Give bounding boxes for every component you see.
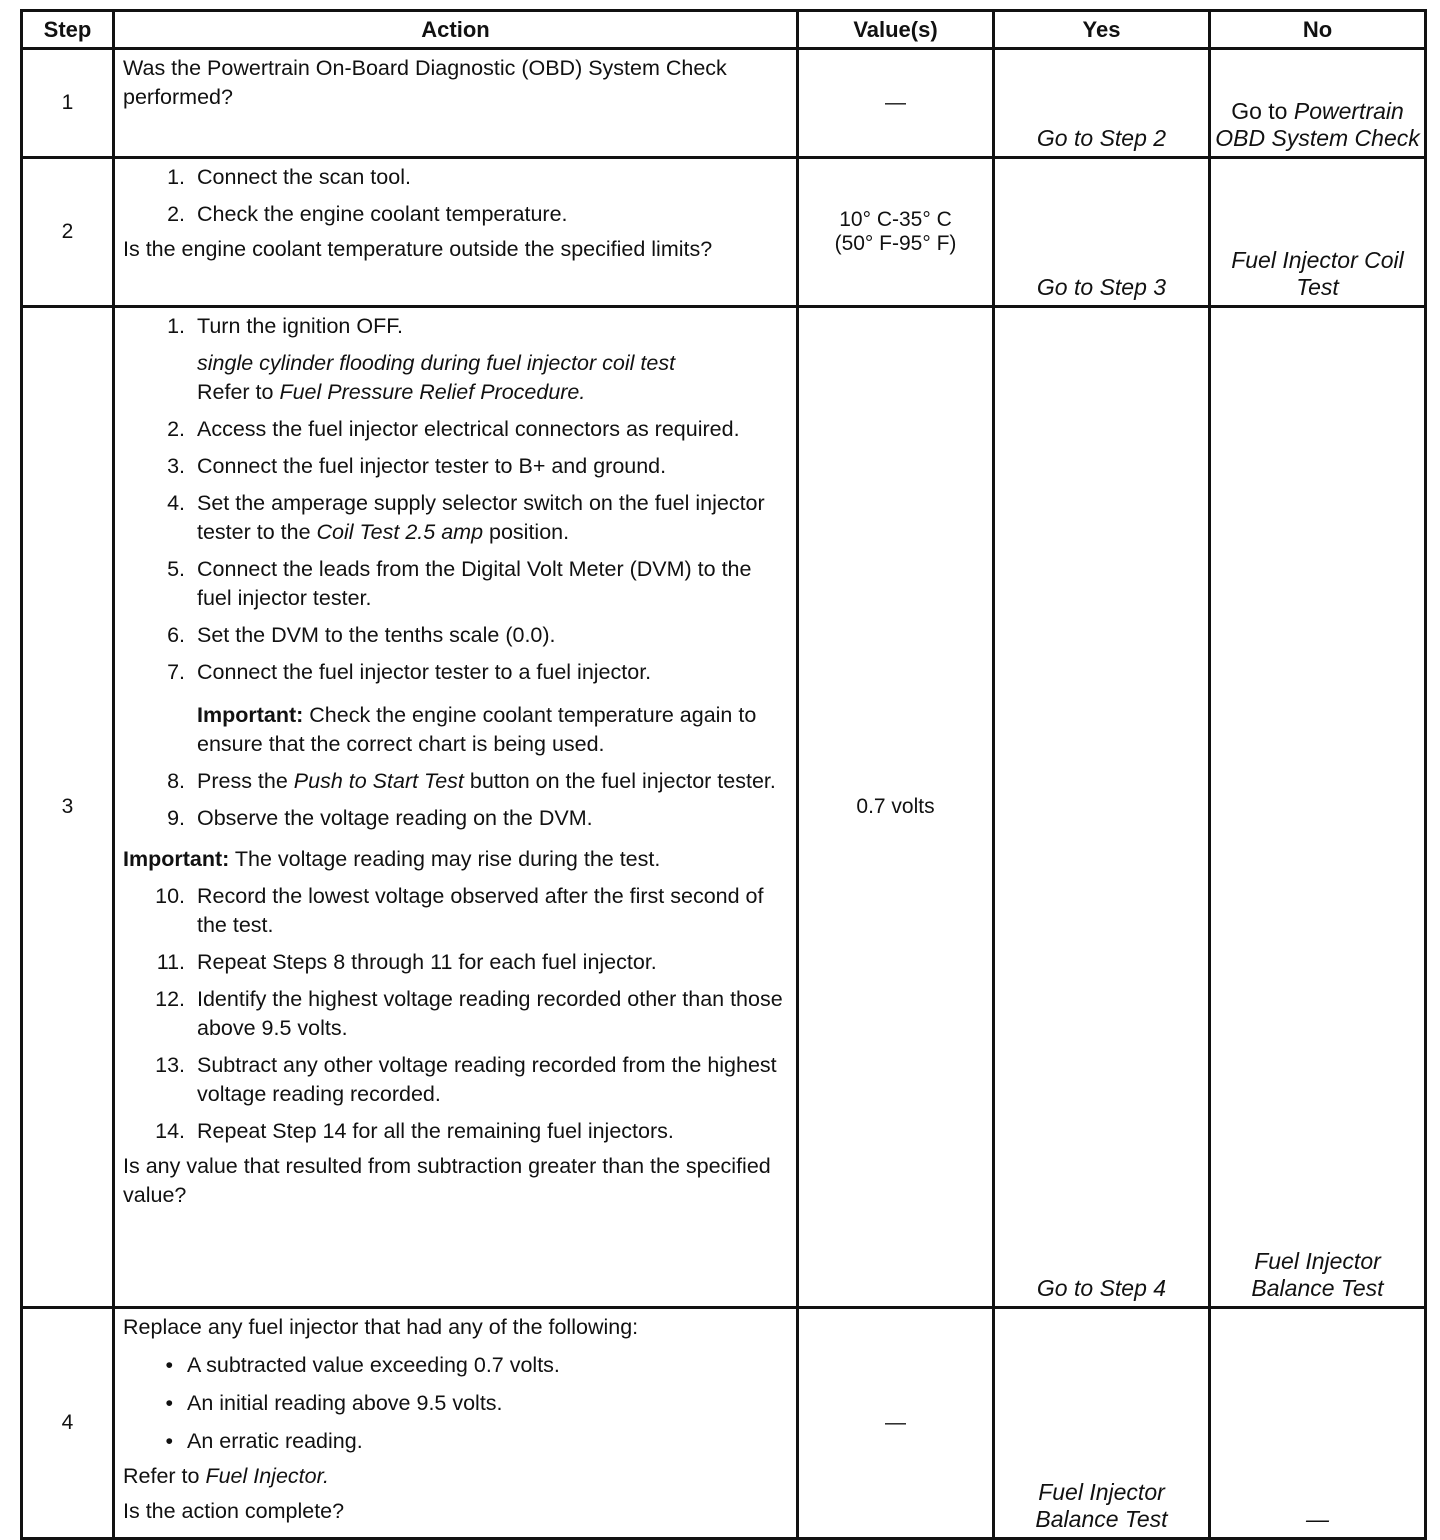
value-fahrenheit: (50° F-95° F) — [834, 232, 957, 255]
header-no: No — [1210, 11, 1426, 49]
intro-text: Replace any fuel injector that had any of the following: — [123, 1315, 639, 1339]
yes-cell[interactable] — [994, 307, 1210, 1308]
no-cell[interactable] — [1210, 158, 1426, 307]
table-row — [22, 158, 1426, 307]
yes-cell[interactable] — [994, 158, 1210, 307]
refer-text: Refer to Fuel Injector. — [123, 1464, 329, 1488]
list-item: • An initial reading above 9.5 volts. — [165, 1391, 503, 1415]
yes-cell[interactable] — [994, 1308, 1210, 1539]
step-number: 1 — [22, 49, 114, 158]
list-item: 6. Set the DVM to the tenths scale (0.0). — [167, 623, 556, 647]
value-cell: — — [798, 49, 994, 158]
list-item: 14. Repeat Step 14 for all the remaining fuel injectors. — [155, 1119, 674, 1143]
step-number: 4 — [22, 1308, 114, 1539]
list-item: 7. Connect the fuel injector tester to a fuel injector. — [167, 660, 652, 684]
action-cell — [114, 307, 798, 1308]
list-item: 5. Connect the leads from the Digital Volt Meter (DVM) to the fuel injector tester. — [167, 557, 752, 610]
question-text: Is any value that resulted from subtraction greater than the specified value? — [123, 1154, 771, 1207]
diagnostic-table — [20, 9, 1427, 1540]
value-celsius: 10° C-35° C — [839, 208, 952, 231]
header-step: Step — [22, 11, 114, 49]
header-action: Action — [114, 11, 798, 49]
list-item: 1. Connect the scan tool. — [167, 165, 411, 189]
yes-link[interactable]: Go to Step 4 — [1036, 1275, 1167, 1301]
list-item: 2. Check the engine coolant temperature. — [167, 202, 568, 226]
important-note: Important: The voltage reading may rise during the test. — [123, 847, 661, 871]
step-number: 2 — [22, 158, 114, 307]
yes-cell[interactable] — [994, 49, 1210, 158]
list-item: 11. Repeat Steps 8 through 11 for each fuel injector. — [156, 950, 657, 974]
no-link[interactable]: Powertrain OBD System Check — [1215, 98, 1420, 151]
list-item: 2. Access the fuel injector electrical connectors as required. — [167, 417, 740, 441]
list-item: 9. Observe the voltage reading on the DVM. — [167, 806, 593, 830]
no-link[interactable]: Fuel Injector Coil Test — [1231, 247, 1404, 300]
no-prefix: Go to — [1231, 98, 1294, 124]
list-item: 13. Subtract any other voltage reading recorded from the highest voltage reading recorded. — [155, 1053, 777, 1106]
yes-link[interactable]: Fuel Injector Balance Test — [1035, 1479, 1168, 1532]
no-link[interactable]: Fuel Injector Balance Test — [1251, 1248, 1384, 1301]
value-cell — [798, 158, 994, 307]
list-item: 12. Identify the highest voltage reading recorded other than those above 9.5 volts. — [155, 987, 783, 1040]
list-item: 8. Press the Push to Start Test button on the fuel injector tester. — [167, 769, 776, 793]
caution-note: single cylinder flooding during fuel injector coil test Refer to Fuel Pressure Relief Procedure. — [197, 351, 676, 404]
header-values: Value(s) — [798, 11, 994, 49]
fuel-injector-link[interactable]: Fuel Injector. — [205, 1464, 329, 1488]
list-item: 10. Record the lowest voltage observed after the first second of the test. — [155, 884, 764, 937]
action-cell — [114, 158, 798, 307]
question-text: Is the engine coolant temperature outside the specified limits? — [123, 237, 713, 261]
no-cell[interactable] — [1210, 307, 1426, 1308]
yes-link[interactable]: Go to Step 2 — [1036, 125, 1167, 151]
important-note: Important: Check the engine coolant temperature again to ensure that the correct chart is being used. — [197, 703, 757, 756]
list-item: 3. Connect the fuel injector tester to B+ and ground. — [167, 454, 667, 478]
no-cell[interactable] — [1210, 49, 1426, 158]
table-row — [22, 49, 1426, 158]
step-number: 3 — [22, 307, 114, 1308]
question-text: Is the action complete? — [123, 1499, 345, 1523]
list-item: • A subtracted value exceeding 0.7 volts. — [165, 1353, 560, 1377]
yes-link[interactable]: Go to Step 3 — [1036, 274, 1167, 300]
table-row — [22, 1308, 1426, 1539]
value-cell: 0.7 volts — [798, 307, 994, 1308]
relief-procedure-link[interactable]: Fuel Pressure Relief Procedure. — [279, 380, 586, 404]
list-item: 4. Set the amperage supply selector switch on the fuel injector tester to the Coil Test 2.5 amp position. — [167, 491, 765, 544]
action-cell — [114, 1308, 798, 1539]
value-cell: — — [798, 1308, 994, 1539]
action-cell — [114, 49, 798, 158]
header-row — [22, 11, 1426, 49]
table-row — [22, 307, 1426, 1308]
list-item: 1. Turn the ignition OFF. — [167, 314, 403, 338]
header-yes: Yes — [994, 11, 1210, 49]
list-item: • An erratic reading. — [165, 1429, 363, 1453]
no-cell: — — [1210, 1308, 1426, 1539]
question-text: Was the Powertrain On-Board Diagnostic (OBD) System Check performed? — [123, 56, 727, 109]
